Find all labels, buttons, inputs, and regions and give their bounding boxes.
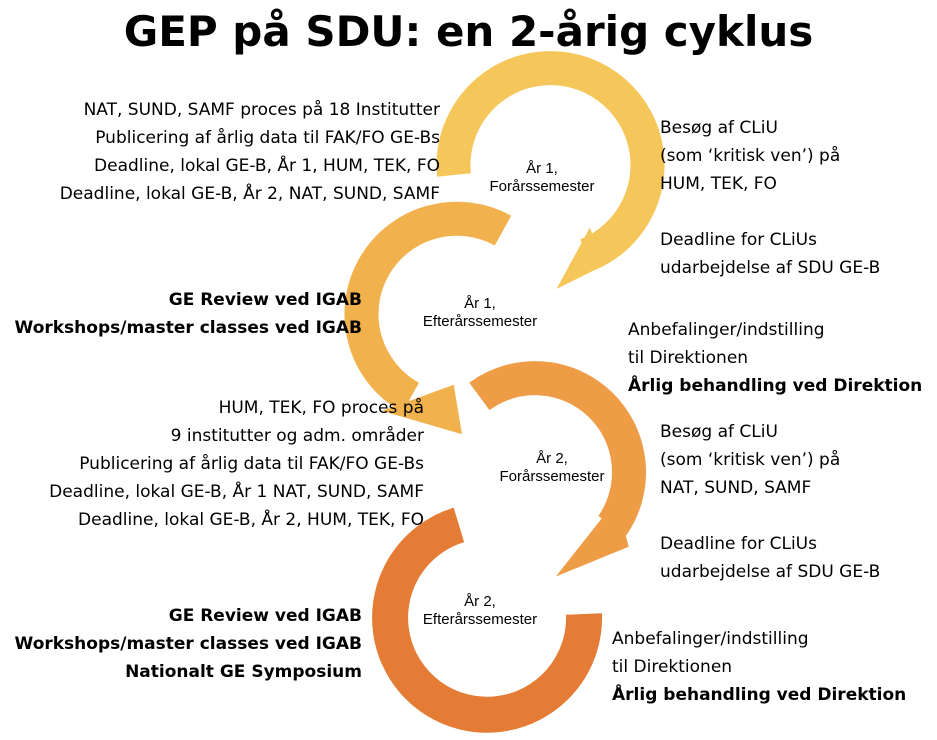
text-line: NAT, SUND, SAMF	[660, 478, 812, 498]
text-line: (som ‘kritisk ven’) på	[660, 450, 841, 470]
text-line: Deadline, lokal GE-B, År 2, HUM, TEK, FO	[78, 510, 424, 530]
phase-label-4	[400, 593, 560, 629]
text-line: Workshops/master classes ved IGAB	[14, 634, 362, 654]
text-line: HUM, TEK, FO	[660, 174, 777, 194]
text-line: GE Review ved IGAB	[168, 290, 362, 310]
left-block-2	[15, 286, 362, 342]
text-line: Publicering af årlig data til FAK/FO GE-Bs	[79, 454, 424, 474]
text-line: NAT, SUND, SAMF proces på 18 Institutter	[83, 100, 440, 120]
text-line: Deadline, lokal GE-B, År 2, NAT, SUND, SAMF	[59, 184, 440, 204]
text-line: (som ‘kritisk ven’) på	[660, 146, 841, 166]
phase-label-2	[400, 295, 560, 331]
left-block-4	[15, 602, 362, 686]
right-block-3	[628, 316, 922, 400]
text-line: Deadline for CLiUs	[660, 230, 817, 250]
phase-label-1-line1: År 1,	[526, 160, 558, 177]
left-block-1	[60, 96, 440, 208]
phase-label-3-line2: Forårssemester	[499, 468, 605, 485]
text-line: Årlig behandling ved Direktion	[628, 376, 923, 396]
text-line: udarbejdelse af SDU GE-B	[660, 258, 881, 278]
text-line: Anbefalinger/indstilling	[612, 629, 809, 649]
phase-label-4-line2: Efterårssemester	[422, 611, 538, 628]
phase-label-3	[472, 450, 632, 486]
text-line: Workshops/master classes ved IGAB	[14, 318, 362, 338]
text-line: Årlig behandling ved Direktion	[612, 685, 907, 705]
text-line: Deadline, lokal GE-B, År 1 NAT, SUND, SAMF	[49, 482, 424, 502]
text-line: Besøg af CLiU	[660, 118, 778, 138]
left-block-3	[49, 394, 424, 534]
text-line: Besøg af CLiU	[660, 422, 778, 442]
phase-label-1	[462, 160, 622, 196]
text-line: udarbejdelse af SDU GE-B	[660, 562, 881, 582]
text-line: Publicering af årlig data til FAK/FO GE-Bs	[95, 128, 440, 148]
text-line: til Direktionen	[628, 348, 749, 368]
right-block-4	[660, 418, 840, 502]
phase-label-3-line1: År 2,	[536, 450, 568, 467]
text-line: GE Review ved IGAB	[168, 606, 362, 626]
diagram-title: GEP på SDU: en 2-årig cyklus	[123, 7, 814, 56]
text-line: Anbefalinger/indstilling	[628, 320, 825, 340]
text-line: HUM, TEK, FO proces på	[218, 398, 424, 418]
text-line: til Direktionen	[612, 657, 733, 677]
text-line: Deadline for CLiUs	[660, 534, 817, 554]
text-line: Deadline, lokal GE-B, År 1, HUM, TEK, FO	[94, 156, 440, 176]
text-line: 9 institutter og adm. områder	[170, 426, 424, 446]
text-line: Nationalt GE Symposium	[125, 662, 362, 682]
phase-label-2-line1: År 1,	[464, 295, 496, 312]
phase-label-1-line2: Forårssemester	[489, 178, 595, 195]
right-block-2	[660, 226, 880, 282]
right-block-1	[660, 114, 840, 198]
phase-label-4-line1: År 2,	[464, 593, 496, 610]
right-block-5	[660, 530, 880, 586]
right-block-6	[612, 625, 906, 709]
phase-label-2-line2: Efterårssemester	[422, 313, 538, 330]
